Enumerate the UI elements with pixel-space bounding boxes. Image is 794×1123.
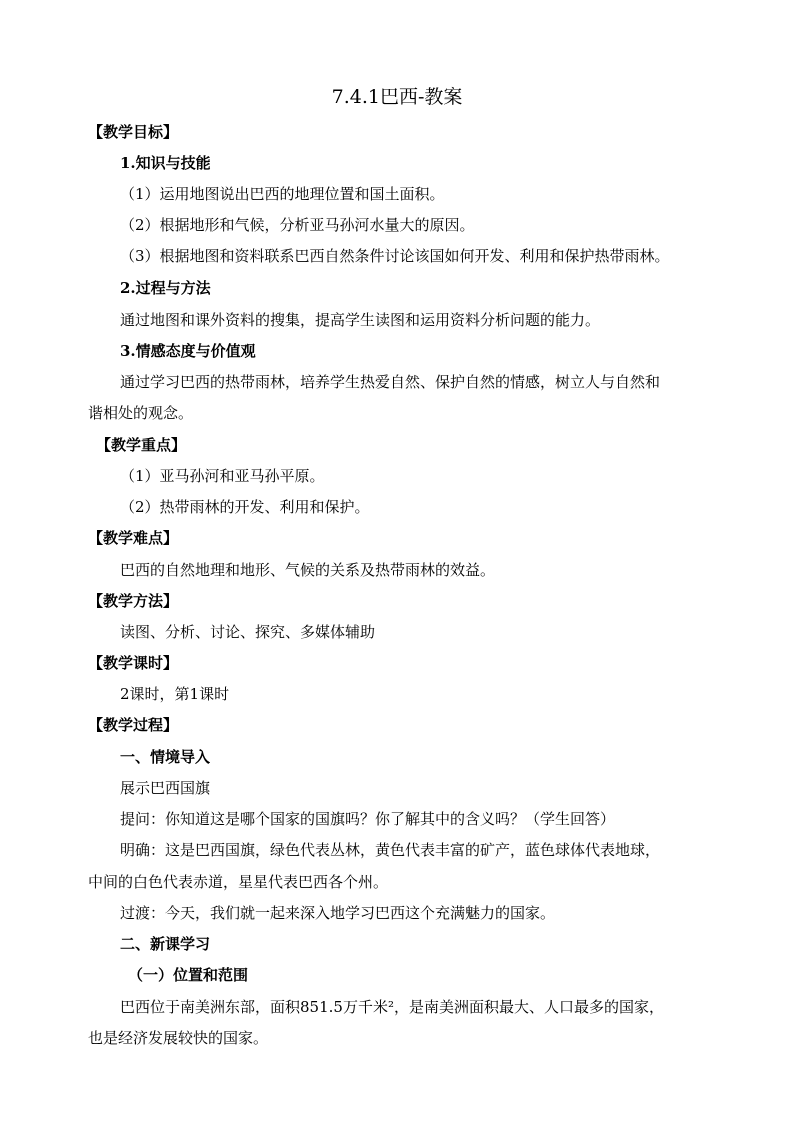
intro-answer-line2: 中间的白色代表赤道，星星代表巴西各个州。 — [88, 873, 389, 891]
difficulties-text: 巴西的自然地理和地形、气候的关系及热带雨林的效益。 — [120, 561, 496, 579]
new-lesson-heading: 二、新课学习 — [120, 935, 211, 953]
location-text-line2: 也是经济发展较快的国家。 — [88, 1029, 269, 1047]
intro-show: 展示巴西国旗 — [120, 779, 211, 797]
methods-header: 【教学方法】 — [88, 592, 179, 610]
hours-text: 2课时，第1课时 — [120, 685, 230, 703]
hours-header: 【教学课时】 — [88, 654, 179, 672]
emotion-text-line2: 谐相处的观念。 — [88, 404, 194, 422]
intro-question: 提问：你知道这是哪个国家的国旗吗？你了解其中的含义吗？（学生回答） — [120, 810, 616, 828]
location-heading: （一）位置和范围 — [128, 966, 249, 984]
teaching-process-header: 【教学过程】 — [88, 716, 179, 734]
emotion-heading: 3.情感态度与价值观 — [120, 342, 256, 360]
key-point-2: （2）热带雨林的开发、利用和保护。 — [120, 498, 370, 516]
knowledge-heading: 1.知识与技能 — [120, 154, 211, 172]
methods-text: 读图、分析、讨论、探究、多媒体辅助 — [120, 623, 376, 641]
key-points-header: 【教学重点】 — [96, 436, 187, 454]
process-method-text: 通过地图和课外资料的搜集，提高学生读图和运用资料分析问题的能力。 — [120, 311, 601, 329]
intro-heading: 一、情境导入 — [120, 748, 211, 766]
objectives-header: 【教学目标】 — [88, 123, 179, 141]
location-text-line1: 巴西位于南美洲东部，面积851.5万千米²，是南美洲面积最大、人口最多的国家， — [120, 998, 664, 1016]
difficulties-header: 【教学难点】 — [88, 529, 179, 547]
knowledge-item-2: （2）根据地形和气候，分析亚马孙河水量大的原因。 — [120, 216, 475, 234]
document-title: 7.4.1巴西-教案 — [331, 86, 463, 108]
intro-transition: 过渡：今天，我们就一起来深入地学习巴西这个充满魅力的国家。 — [120, 904, 556, 922]
knowledge-item-1: （1）运用地图说出巴西的地理位置和国土面积。 — [120, 185, 445, 203]
process-method-heading: 2.过程与方法 — [120, 279, 211, 297]
emotion-text-line1: 通过学习巴西的热带雨林，培养学生热爱自然、保护自然的情感，树立人与自然和 — [120, 373, 661, 391]
knowledge-item-3: （3）根据地图和资料联系巴西自然条件讨论该国如何开发、利用和保护热带雨林。 — [120, 247, 670, 265]
key-point-1: （1）亚马孙河和亚马孙平原。 — [120, 467, 325, 485]
intro-answer-line1: 明确：这是巴西国旗，绿色代表丛林，黄色代表丰富的矿产，蓝色球体代表地球， — [120, 841, 661, 859]
